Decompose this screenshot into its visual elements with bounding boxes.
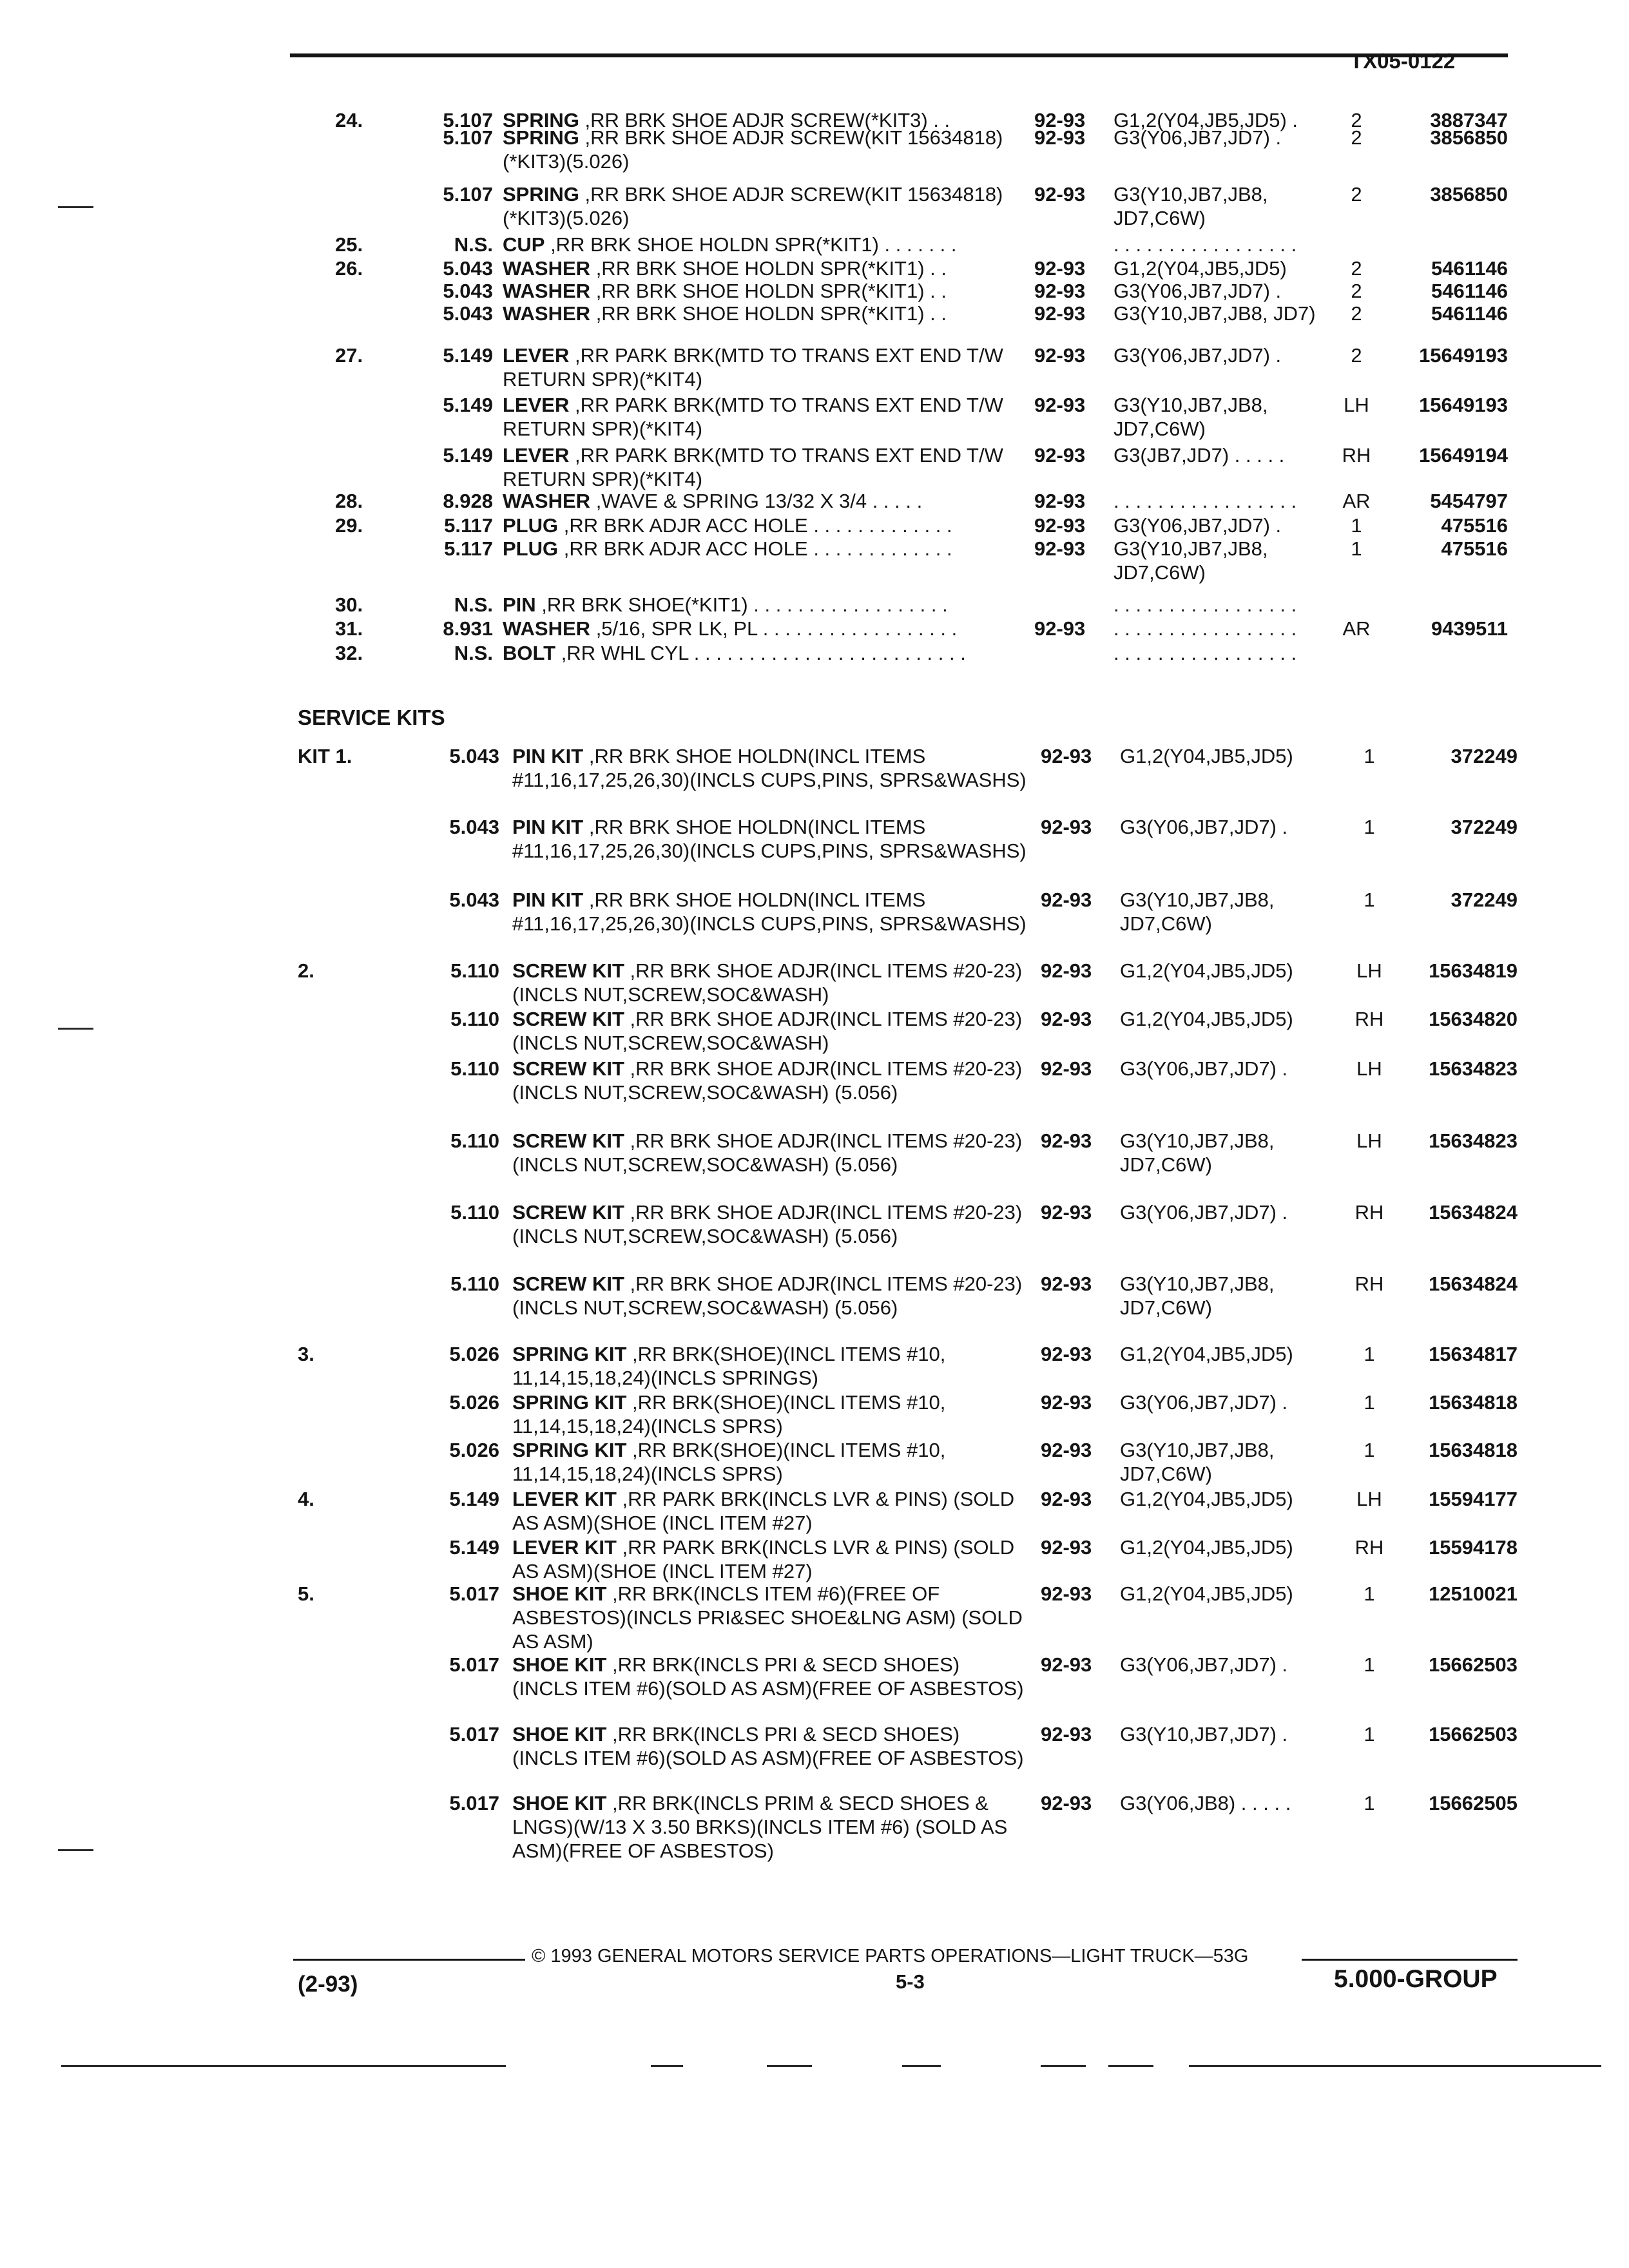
group-number: 5.017 [449,1792,499,1814]
group-number: N.S. [454,593,493,616]
model-years: 92-93 [1041,1273,1092,1295]
quantity: AR [1342,490,1371,512]
description-text: ,RR BRK SHOE ADJR(INCL ITEMS #20-23)(INCLS NUT,SCREW,SOC&WASH) [512,959,1023,1006]
model-years: 92-93 [1041,889,1092,911]
description-text: ,RR PARK BRK(MTD TO TRANS EXT END T/W RETURN SPR)(*KIT4) [503,344,1003,390]
part-number: 5461146 [1431,257,1508,280]
quantity: 1 [1364,745,1375,767]
description [512,815,1028,863]
application: G1,2(Y04,JB5,JD5) . [1113,109,1298,131]
application: G3(Y10,JB7,JB8, JD7,C6W) [1120,1273,1275,1319]
group-number: 5.149 [443,444,493,466]
description-text: ,RR PARK BRK(INCLS LVR & PINS) (SOLD AS ASM)(SHOE (INCL ITEM #27) [512,1536,1015,1582]
model-years: 92-93 [1034,302,1086,325]
model-years: 92-93 [1041,1008,1092,1030]
group-number: 5.117 [444,537,493,560]
part-name: SHOE KIT [512,1582,607,1605]
description [512,1487,1028,1535]
application: . . . . . . . . . . . . . . . . . [1113,593,1297,616]
model-years: 92-93 [1041,816,1092,838]
model-years: 92-93 [1034,617,1086,640]
application: G3(JB7,JD7) . . . . . [1113,444,1285,466]
model-years: 92-93 [1034,444,1086,466]
description [503,537,1018,561]
model-years: 92-93 [1034,257,1086,280]
part-number: 15634819 [1429,959,1518,982]
part-number: 15634823 [1429,1129,1518,1152]
description-text: ,RR BRK SHOE ADJR SCREW(KIT 15634818)(*KIT3)(5.026) [503,183,1003,229]
application: G3(Y10,JB7,JB8, JD7,C6W) [1113,183,1268,229]
quantity: 1 [1364,1343,1375,1365]
group-number: 5.117 [444,514,493,537]
scan-mark [58,1028,93,1030]
part-name: SCREW KIT [512,1057,624,1080]
quantity: 1 [1351,514,1362,537]
application: G1,2(Y04,JB5,JD5) [1120,1582,1293,1605]
footer-rule-left [293,1959,525,1961]
item-number: 25. [335,233,363,256]
quantity: 1 [1364,1792,1375,1814]
group-number: 5.149 [449,1536,499,1559]
part-number: 15634823 [1429,1057,1518,1080]
item-number: 27. [335,344,363,367]
application: G1,2(Y04,JB5,JD5) [1120,1488,1293,1510]
description-text: ,RR BRK SHOE ADJR(INCL ITEMS #20-23)(INCLS NUT,SCREW,SOC&WASH) (5.056) [512,1273,1023,1319]
description-text: ,RR BRK SHOE HOLDN SPR(*KIT1) . . [590,302,947,325]
part-name: PIN KIT [512,889,584,911]
part-name: LEVER KIT [512,1488,617,1510]
model-years: 92-93 [1041,1439,1092,1461]
part-number: 12510021 [1429,1582,1518,1605]
description-text: ,RR BRK SHOE ADJR SCREW(*KIT3) . . [579,109,950,131]
model-years: 92-93 [1041,1129,1092,1152]
quantity: 1 [1364,1653,1375,1676]
group-number: 5.149 [449,1488,499,1510]
model-years: 92-93 [1041,745,1092,767]
application: . . . . . . . . . . . . . . . . . [1113,490,1297,512]
part-name: SCREW KIT [512,959,624,982]
description [503,126,1018,173]
description [503,343,1018,391]
part-name: PIN [503,593,536,616]
part-number: 15649194 [1419,444,1508,466]
part-name: SHOE KIT [512,1653,607,1676]
quantity: 1 [1364,1723,1375,1745]
part-number: 372249 [1451,889,1518,911]
part-name: SPRING KIT [512,1343,627,1365]
quantity: LH [1356,1057,1382,1080]
description-text: ,RR BRK SHOE ADJR(INCL ITEMS #20-23)(INCLS NUT,SCREW,SOC&WASH) (5.056) [512,1129,1023,1176]
model-years: 92-93 [1034,537,1086,560]
description [512,1129,1028,1177]
part-number: 475516 [1441,537,1508,560]
group-number: 5.017 [449,1723,499,1745]
model-years: 92-93 [1041,1723,1092,1745]
part-name: PLUG [503,514,559,537]
part-name: WASHER [503,257,591,280]
application: G1,2(Y04,JB5,JD5) [1113,257,1287,280]
quantity: 1 [1351,537,1362,560]
application: G3(Y10,JB7,JB8, JD7,C6W) [1120,1439,1275,1485]
group-number: 5.149 [443,344,493,367]
quantity: 1 [1364,889,1375,911]
description-text: ,RR BRK SHOE ADJR(INCL ITEMS #20-23)(INCLS NUT,SCREW,SOC&WASH) [512,1008,1023,1054]
description-text: ,RR PARK BRK(MTD TO TRANS EXT END T/W RETURN SPR)(*KIT4) [503,394,1003,440]
part-name: SPRING KIT [512,1391,627,1414]
quantity: 1 [1364,1582,1375,1605]
quantity: 2 [1351,302,1362,325]
description-text: ,RR PARK BRK(INCLS LVR & PINS) (SOLD AS ASM)(SHOE (INCL ITEM #27) [512,1488,1015,1534]
description [512,1200,1028,1248]
application: G3(Y10,JB7,JB8, JD7,C6W) [1113,537,1268,584]
description [512,1582,1028,1653]
description-text: ,RR PARK BRK(MTD TO TRANS EXT END T/W RETURN SPR)(*KIT4) [503,444,1003,490]
description [512,1342,1028,1390]
part-name: SPRING KIT [512,1439,627,1461]
model-years: 92-93 [1041,1582,1092,1605]
description-text: ,RR BRK SHOE HOLDN SPR(*KIT1) . . [590,257,947,280]
group-number: 5.043 [443,302,493,325]
description-text: ,RR BRK(INCLS PRI & SECD SHOES) (INCLS ITEM #6)(SOLD AS ASM)(FREE OF ASBESTOS) [512,1653,1024,1700]
part-number: 15634824 [1429,1273,1518,1295]
application: G3(Y06,JB7,JD7) . [1120,1201,1288,1224]
part-number: 15634817 [1429,1343,1518,1365]
application: G3(Y06,JB7,JD7) . [1113,126,1282,149]
part-name: SHOE KIT [512,1723,607,1745]
application: G1,2(Y04,JB5,JD5) [1120,959,1293,982]
group-number: 5.043 [449,889,499,911]
description-text: ,RR BRK ADJR ACC HOLE . . . . . . . . . . . . . [558,537,952,560]
scan-mark [61,2065,506,2067]
application: G3(Y10,JB7,JB8, JD7) [1113,302,1316,325]
description [503,182,1018,230]
part-name: SCREW KIT [512,1273,624,1295]
group-number: 5.017 [449,1653,499,1676]
application: G3(Y10,JB7,JB8, JD7,C6W) [1120,1129,1275,1176]
footer-date: (2-93) [298,1972,358,1997]
quantity: RH [1354,1273,1384,1295]
part-number: 5461146 [1431,280,1508,302]
model-years: 92-93 [1041,1653,1092,1676]
part-name: LEVER [503,444,570,466]
header-rule [290,53,1508,57]
model-years: 92-93 [1041,1201,1092,1224]
quantity: 2 [1351,109,1362,131]
application: G3(Y06,JB7,JD7) . [1113,344,1282,367]
part-name: SPRING [503,109,579,131]
part-name: PIN KIT [512,745,584,767]
group-number: 5.110 [450,1201,499,1224]
description [512,1722,1028,1770]
group-number: 5.110 [450,1273,499,1295]
description-text: ,RR BRK SHOE HOLDN(INCL ITEMS #11,16,17,25,26,30)(INCLS CUPS,PINS, SPRS&WASHS) [512,889,1027,935]
description [503,641,1018,665]
model-years: 92-93 [1034,280,1086,302]
model-years: 92-93 [1034,344,1086,367]
part-number: 3856850 [1430,126,1508,149]
description [512,1535,1028,1583]
description [503,443,1018,491]
description-text: ,RR BRK SHOE ADJR(INCL ITEMS #20-23)(INCLS NUT,SCREW,SOC&WASH) (5.056) [512,1057,1023,1104]
group-number: 5.110 [450,1129,499,1152]
model-years: 92-93 [1034,514,1086,537]
part-name: PLUG [503,537,559,560]
part-number: 15662505 [1429,1792,1518,1814]
page-number: 5-3 [896,1970,925,1993]
quantity: LH [1344,394,1369,416]
group-number: 5.017 [449,1582,499,1605]
group-number: 8.928 [443,490,493,512]
part-number: 15662503 [1429,1723,1518,1745]
part-name: WASHER [503,490,591,512]
application: G1,2(Y04,JB5,JD5) [1120,1008,1293,1030]
quantity: LH [1356,959,1382,982]
quantity: 2 [1351,280,1362,302]
application: G3(Y10,JB7,JB8, JD7,C6W) [1113,394,1268,440]
description-text: ,RR BRK ADJR ACC HOLE . . . . . . . . . . . . . [558,514,952,537]
model-years: 92-93 [1041,1343,1092,1365]
group-number: 5.110 [450,959,499,982]
part-name: SPRING [503,183,579,206]
part-number: 5461146 [1431,302,1508,325]
application: G3(Y10,JB7,JB8, JD7,C6W) [1120,889,1275,935]
application: G3(Y06,JB7,JD7) . [1120,816,1288,838]
model-years: 92-93 [1034,183,1086,206]
scan-mark [58,1849,93,1851]
application: . . . . . . . . . . . . . . . . . [1113,617,1297,640]
description [512,1791,1028,1863]
quantity: RH [1354,1008,1384,1030]
part-number: 372249 [1451,745,1518,767]
part-name: PIN KIT [512,816,584,838]
description [512,1438,1028,1486]
description [503,393,1018,441]
application: . . . . . . . . . . . . . . . . . [1113,233,1297,256]
description-text: ,RR BRK(SHOE)(INCL ITEMS #10, 11,14,15,18,24)(INCLS SPRS) [512,1391,946,1437]
description [512,1653,1028,1700]
footer-copyright: © 1993 GENERAL MOTORS SERVICE PARTS OPERATIONS—LIGHT TRUCK—53G [532,1946,1249,1966]
description [503,617,1018,640]
model-years: 92-93 [1041,1792,1092,1814]
item-number: 3. [298,1343,314,1365]
scan-mark [1041,2065,1086,2067]
quantity: LH [1356,1129,1382,1152]
part-number: 15594177 [1429,1488,1518,1510]
part-number: 3887347 [1430,109,1508,131]
description-text: ,RR BRK SHOE ADJR SCREW(KIT 15634818)(*KIT3)(5.026) [503,126,1003,173]
group-number: 5.043 [443,257,493,280]
part-number: 15634818 [1429,1391,1518,1414]
quantity: RH [1342,444,1371,466]
description [503,233,1018,256]
description-text: ,RR WHL CYL . . . . . . . . . . . . . . . . . . . . . . . . . [555,642,966,664]
description [503,256,1018,280]
quantity: 2 [1351,257,1362,280]
item-number: 29. [335,514,363,537]
scan-mark [767,2065,812,2067]
description-text: ,RR BRK(SHOE)(INCL ITEMS #10, 11,14,15,18,24)(INCLS SPRINGS) [512,1343,946,1389]
description [512,1007,1028,1055]
scan-mark [58,206,93,208]
group-number: 5.110 [450,1057,499,1080]
description [512,1272,1028,1320]
part-name: SPRING [503,126,579,149]
group-number: 5.110 [450,1008,499,1030]
part-name: LEVER KIT [512,1536,617,1559]
model-years: 92-93 [1034,490,1086,512]
model-years: 92-93 [1041,1391,1092,1414]
description-text: ,RR BRK SHOE HOLDN(INCL ITEMS #11,16,17,25,26,30)(INCLS CUPS,PINS, SPRS&WASHS) [512,816,1027,862]
description [512,744,1028,792]
item-number: 5. [298,1582,314,1605]
group-number: 5.107 [443,126,493,149]
item-number: 32. [335,642,363,664]
description [503,489,1018,513]
description [503,514,1018,537]
part-number: 15634818 [1429,1439,1518,1461]
scan-mark [902,2065,941,2067]
application: G3(Y06,JB7,JD7) . [1120,1653,1288,1676]
item-number: 28. [335,490,363,512]
part-name: BOLT [503,642,556,664]
quantity: 2 [1351,126,1362,149]
group-number: 5.107 [443,109,493,131]
description-text: ,WAVE & SPRING 13/32 X 3/4 . . . . . [590,490,923,512]
description [512,1057,1028,1104]
part-number: 15649193 [1419,394,1508,416]
part-name: LEVER [503,394,570,416]
item-number: 4. [298,1488,314,1510]
quantity: LH [1356,1488,1382,1510]
part-number: 5454797 [1430,490,1508,512]
application: G3(Y06,JB7,JD7) . [1113,280,1282,302]
group-label: 5.000-GROUP [1334,1965,1498,1993]
service-kits-heading: SERVICE KITS [298,706,445,729]
part-name: WASHER [503,280,591,302]
model-years: 92-93 [1034,126,1086,149]
part-number: 15662503 [1429,1653,1518,1676]
part-name: CUP [503,233,545,256]
description [503,302,1018,325]
group-number: 5.026 [449,1391,499,1414]
application: G1,2(Y04,JB5,JD5) [1120,1536,1293,1559]
part-number: 15594178 [1429,1536,1518,1559]
description [503,593,1018,617]
part-number: 475516 [1441,514,1508,537]
application: G1,2(Y04,JB5,JD5) [1120,1343,1293,1365]
group-number: 5.107 [443,183,493,206]
group-number: 5.149 [443,394,493,416]
part-name: WASHER [503,617,591,640]
quantity: 1 [1364,1439,1375,1461]
model-years: 92-93 [1034,109,1086,131]
application: . . . . . . . . . . . . . . . . . [1113,642,1297,664]
model-years: 92-93 [1034,394,1086,416]
description-text: ,RR BRK(SHOE)(INCL ITEMS #10, 11,14,15,18,24)(INCLS SPRS) [512,1439,946,1485]
application: G3(Y06,JB8) . . . . . [1120,1792,1291,1814]
description-text: ,RR BRK SHOE HOLDN(INCL ITEMS #11,16,17,25,26,30)(INCLS CUPS,PINS, SPRS&WASHS) [512,745,1027,791]
description-text: ,RR BRK(INCLS PRI & SECD SHOES) (INCLS ITEM #6)(SOLD AS ASM)(FREE OF ASBESTOS) [512,1723,1024,1769]
quantity: 2 [1351,344,1362,367]
item-number: 26. [335,257,363,280]
part-name: LEVER [503,344,570,367]
group-number: 5.043 [449,745,499,767]
scan-mark [651,2065,683,2067]
application: G1,2(Y04,JB5,JD5) [1120,745,1293,767]
description [512,888,1028,936]
scan-mark [1108,2065,1153,2067]
item-number: 24. [335,109,363,131]
model-years: 92-93 [1041,1536,1092,1559]
application: G3(Y06,JB7,JD7) . [1120,1391,1288,1414]
application: G3(Y06,JB7,JD7) . [1120,1057,1288,1080]
application: G3(Y10,JB7,JD7) . [1120,1723,1288,1745]
description-text: ,RR BRK SHOE ADJR(INCL ITEMS #20-23)(INCLS NUT,SCREW,SOC&WASH) (5.056) [512,1201,1023,1247]
description-text: ,5/16, SPR LK, PL . . . . . . . . . . . . . . . . . . [590,617,958,640]
description [512,959,1028,1006]
part-number: 15634820 [1429,1008,1518,1030]
part-name: SCREW KIT [512,1201,624,1224]
quantity: 1 [1364,1391,1375,1414]
part-name: SCREW KIT [512,1129,624,1152]
part-number: 15634824 [1429,1201,1518,1224]
group-number: 8.931 [443,617,493,640]
item-number: 31. [335,617,363,640]
group-number: 5.026 [449,1439,499,1461]
part-number: 372249 [1451,816,1518,838]
model-years: 92-93 [1041,1057,1092,1080]
part-name: SCREW KIT [512,1008,624,1030]
part-name: WASHER [503,302,591,325]
footer-rule-right [1302,1959,1518,1961]
description-text: ,RR BRK SHOE(*KIT1) . . . . . . . . . . . . . . . . . . [535,593,948,616]
scan-mark [1189,2065,1601,2067]
quantity: RH [1354,1536,1384,1559]
quantity: 1 [1364,816,1375,838]
model-years: 92-93 [1041,1488,1092,1510]
description [503,279,1018,303]
description-text: ,RR BRK SHOE HOLDN SPR(*KIT1) . . . . . . . [545,233,957,256]
quantity: AR [1342,617,1371,640]
model-years: 92-93 [1041,959,1092,982]
part-number: 3856850 [1430,183,1508,206]
group-number: 5.026 [449,1343,499,1365]
group-number: N.S. [454,233,493,256]
item-number: 2. [298,959,314,982]
item-number: KIT 1. [298,745,352,767]
quantity: 2 [1351,183,1362,206]
part-number: 9439511 [1431,617,1508,640]
application: G3(Y06,JB7,JD7) . [1113,514,1282,537]
item-number: 30. [335,593,363,616]
description-text: ,RR BRK(INCLS ITEM #6)(FREE OF ASBESTOS)(INCLS PRI&SEC SHOE&LNG ASM) (SOLD AS ASM) [512,1582,1023,1653]
description-text: ,RR BRK(INCLS PRIM & SECD SHOES & LNGS)(W/13 X 3.50 BRKS)(INCLS ITEM #6) (SOLD AS ASM)(FREE OF ASBESTOS) [512,1792,1008,1862]
group-number: N.S. [454,642,493,664]
quantity: RH [1354,1201,1384,1224]
description [512,1390,1028,1438]
description-text: ,RR BRK SHOE HOLDN SPR(*KIT1) . . [590,280,947,302]
group-number: 5.043 [449,816,499,838]
document-id: TX05-0122 [1350,49,1456,73]
group-number: 5.043 [443,280,493,302]
part-number: 15649193 [1419,344,1508,367]
part-name: SHOE KIT [512,1792,607,1814]
